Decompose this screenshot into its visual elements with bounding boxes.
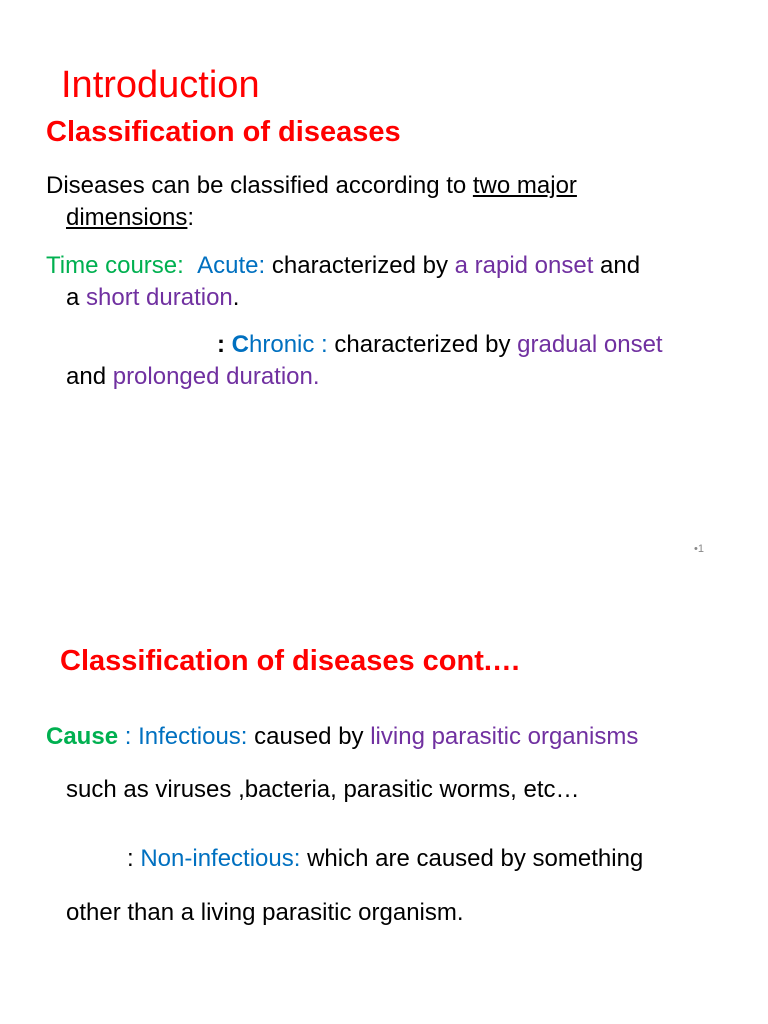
chronic-name: hronic :: [249, 331, 328, 358]
slide1-title: Introduction: [61, 64, 260, 106]
intro-underlined-1: two major: [472, 172, 577, 199]
intro-line-2: [66, 202, 194, 234]
time-course-label: Time course:: [46, 252, 184, 279]
noninfectious-line-2: other than a living parasitic organism.: [66, 899, 464, 926]
chronic-line-1: [217, 329, 663, 361]
chronic-term-1: gradual onset: [517, 331, 663, 358]
noninfectious-name: Non-infectious:: [140, 845, 301, 872]
intro-colon: :: [187, 204, 195, 231]
intro-line-1: [46, 170, 577, 202]
infectious-term-1: living parasitic organisms: [370, 723, 639, 750]
acute-term-2: short duration: [86, 284, 233, 311]
infectious-name: Infectious:: [138, 723, 248, 750]
acute-line-2: [66, 282, 239, 314]
infectious-line-2: such as viruses ,bacteria, parasitic worms, etc…: [66, 776, 580, 803]
page-number: •1: [694, 543, 704, 555]
noninfectious-colon: :: [127, 845, 141, 872]
cause-label: Cause: [46, 723, 119, 750]
chronic-line-2: [66, 361, 320, 393]
infectious-line-1: [46, 721, 638, 753]
slide1-heading: Classification of diseases: [46, 116, 401, 148]
acute-line-1: [46, 250, 640, 282]
chronic-text-1: characterized by: [327, 331, 518, 358]
acute-text-4: .: [232, 284, 240, 311]
acute-text-2: and: [593, 252, 641, 279]
noninfectious-line-1: [127, 843, 643, 875]
infectious-text-1: caused by: [247, 723, 371, 750]
cause-sep: :: [118, 723, 139, 750]
chronic-term-2: prolonged duration.: [112, 363, 320, 390]
chronic-c-letter: C: [231, 331, 250, 358]
acute-text-1: characterized by: [265, 252, 455, 279]
acute-text-3: a: [66, 284, 87, 311]
chronic-colon: :: [217, 331, 232, 358]
slide2-heading: Classification of diseases cont.…: [60, 645, 521, 677]
noninfectious-text-1: which are caused by something: [300, 845, 644, 872]
intro-text: Diseases can be classified according to: [46, 172, 473, 199]
acute-term-1: a rapid onset: [454, 252, 594, 279]
chronic-text-2: and: [66, 363, 113, 390]
intro-underlined-2: dimensions: [66, 204, 188, 231]
acute-name: Acute:: [197, 252, 266, 279]
